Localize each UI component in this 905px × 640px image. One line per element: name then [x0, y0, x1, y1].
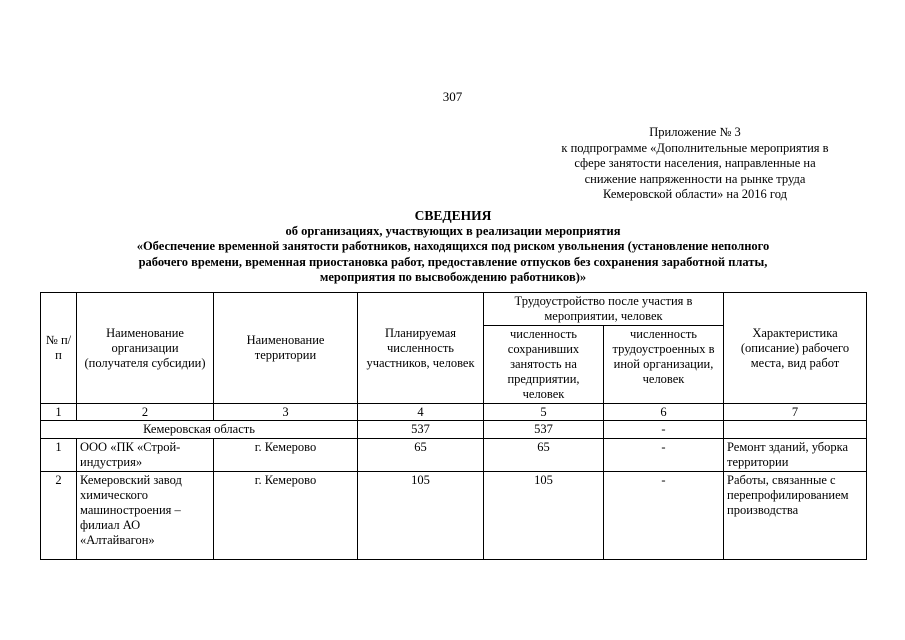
appendix-note: [510, 125, 880, 203]
row-num: 2: [41, 472, 77, 560]
row-retained: 65: [484, 439, 604, 472]
header-num: № п/п: [41, 293, 77, 404]
region-planned: 537: [358, 421, 484, 439]
table-header-row: [41, 293, 867, 326]
region-name: Кемеровская область: [41, 421, 358, 439]
organizations-table: [40, 292, 867, 560]
header-territory: Наименование территории: [214, 293, 358, 404]
column-number: 1: [41, 404, 77, 421]
measure-name-line: мероприятия по высвобождению работников)»: [319, 270, 587, 284]
document-heading: [40, 208, 866, 286]
table-row: [41, 472, 867, 560]
row-planned: 105: [358, 472, 484, 560]
header-employment-group: Трудоустройство после участия в мероприятии, человек: [484, 293, 724, 326]
column-number-row: [41, 404, 867, 421]
appendix-line: сфере занятости населения, направленные на: [574, 156, 816, 170]
appendix-line: Приложение № 3: [649, 125, 741, 139]
appendix-line: Кемеровской области» на 2016 год: [603, 187, 787, 201]
measure-name-line: «Обеспечение временной занятости работников, находящихся под риском увольнения (установление неполного: [136, 239, 770, 253]
row-territory: г. Кемерово: [214, 439, 358, 472]
row-planned: 65: [358, 439, 484, 472]
column-number: 2: [77, 404, 214, 421]
region-description: [724, 421, 867, 439]
row-other-org: -: [604, 439, 724, 472]
header-description: Характеристика (описание) рабочего места, вид работ: [724, 293, 867, 404]
appendix-line: снижение напряженности на рынке труда: [584, 171, 806, 186]
row-territory: г. Кемерово: [214, 472, 358, 560]
region-retained: 537: [484, 421, 604, 439]
column-number: 7: [724, 404, 867, 421]
document-subtitle: об организациях, участвующих в реализации мероприятия: [285, 223, 621, 238]
column-number: 6: [604, 404, 724, 421]
table-row: [41, 439, 867, 472]
header-other-org: численность трудоустроенных в иной организации, человек: [604, 326, 724, 404]
row-description: Ремонт зданий, уборка территории: [724, 439, 867, 472]
page-number: 307: [442, 89, 463, 104]
row-organization: Кемеровский завод химического машиностроения – филиал АО «Алтайвагон»: [77, 472, 214, 560]
row-num: 1: [41, 439, 77, 472]
header-organization: Наименование организации (получателя субсидии): [77, 293, 214, 404]
measure-name-line: рабочего времени, временная приостановка работ, предоставление отпусков без сохранения заработной платы,: [138, 254, 768, 269]
column-number: 5: [484, 404, 604, 421]
document-title: СВЕДЕНИЯ: [414, 208, 492, 223]
row-description: Работы, связанные с перепрофилированием производства: [724, 472, 867, 560]
column-number: 3: [214, 404, 358, 421]
region-other: -: [604, 421, 724, 439]
region-total-row: [41, 421, 867, 439]
header-planned: Планируемая численность участников, человек: [358, 293, 484, 404]
header-retained: численность сохранивших занятость на предприятии, человек: [484, 326, 604, 404]
appendix-line: к подпрограмме «Дополнительные мероприятия в: [561, 140, 829, 155]
row-other-org: -: [604, 472, 724, 560]
row-organization: ООО «ПК «Строй-индустрия»: [77, 439, 214, 472]
row-retained: 105: [484, 472, 604, 560]
column-number: 4: [358, 404, 484, 421]
